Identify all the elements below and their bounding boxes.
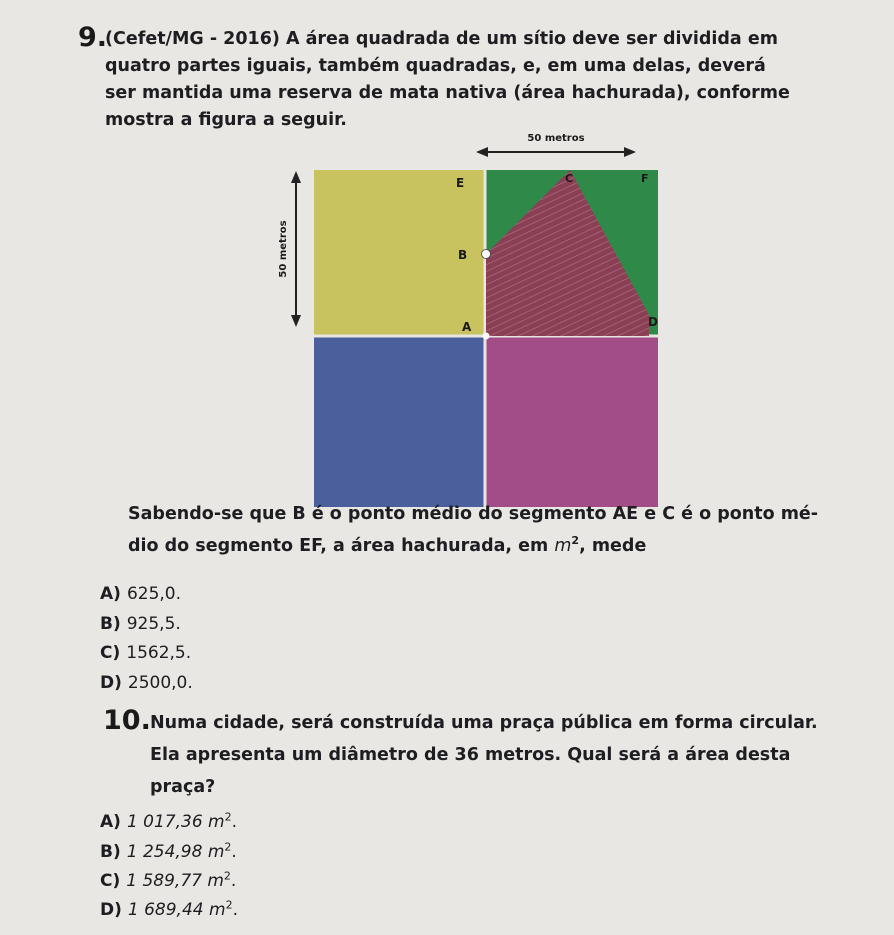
option-exponent: 2 bbox=[223, 869, 231, 883]
option-letter: D) bbox=[100, 900, 122, 920]
question-9-number: 9. bbox=[78, 22, 108, 53]
option-text: 1 254,98 bbox=[126, 842, 203, 862]
question-10-line-1: Numa cidade, será construída uma praça pública em forma circular. bbox=[150, 713, 818, 733]
option-end: . bbox=[231, 842, 237, 862]
question-10-line-3: praça? bbox=[150, 777, 216, 797]
option-text: 1 589,77 bbox=[126, 871, 202, 891]
option-letter: B) bbox=[100, 614, 121, 634]
option-text: 1562,5. bbox=[126, 643, 192, 663]
option-unit: m bbox=[207, 871, 224, 891]
question-10-option-b[interactable] bbox=[100, 842, 237, 862]
height-label: 50 metros bbox=[278, 220, 289, 278]
option-text: 1 689,44 bbox=[127, 900, 204, 920]
question-9-prompt-line-1: Sabendo-se que B é o ponto médio do segmento AE e C é o ponto mé- bbox=[128, 504, 819, 524]
quadrant-bottom-left bbox=[314, 337, 484, 507]
point-c-label: C bbox=[565, 172, 574, 185]
unit-exponent: 2 bbox=[571, 534, 580, 548]
point-a-marker bbox=[483, 333, 490, 340]
question-9-option-c[interactable] bbox=[100, 643, 191, 663]
unit-symbol: m bbox=[554, 536, 572, 556]
prompt-text: dio do segmento EF, a área hachurada, em bbox=[128, 536, 549, 556]
height-arrow-down-icon bbox=[291, 315, 301, 327]
option-text: 2500,0. bbox=[127, 673, 193, 693]
width-label: 50 metros bbox=[527, 133, 585, 144]
question-9-prompt-line-2 bbox=[128, 535, 646, 557]
question-9-line-4: mostra a figura a seguir. bbox=[105, 110, 347, 130]
question-9-line-1: (Cefet/MG - 2016) A área quadrada de um sítio deve ser dividida em bbox=[105, 29, 778, 49]
option-text: 625,0. bbox=[126, 584, 182, 604]
option-exponent: 2 bbox=[224, 840, 232, 854]
point-e-label: E bbox=[456, 176, 465, 190]
option-end: . bbox=[232, 900, 238, 920]
option-letter: A) bbox=[100, 812, 121, 832]
option-end: . bbox=[231, 812, 238, 832]
question-9-option-d[interactable] bbox=[100, 673, 193, 693]
point-b-marker bbox=[482, 250, 491, 259]
option-letter: C) bbox=[100, 871, 121, 891]
question-10-option-c[interactable] bbox=[100, 871, 236, 891]
option-exponent: 2 bbox=[224, 810, 232, 824]
option-unit: m bbox=[209, 900, 226, 920]
option-letter: C) bbox=[100, 643, 121, 663]
option-exponent: 2 bbox=[225, 898, 233, 912]
option-end: . bbox=[230, 871, 237, 891]
question-9-line-3: ser mantida uma reserva de mata nativa (área hachurada), conforme bbox=[105, 83, 790, 103]
option-text: 925,5. bbox=[126, 614, 181, 634]
point-d-label: D bbox=[648, 315, 658, 329]
point-b-label: B bbox=[458, 248, 468, 262]
square-plot-figure bbox=[260, 125, 660, 510]
question-10-option-d[interactable] bbox=[100, 900, 238, 920]
option-letter: A) bbox=[100, 584, 121, 604]
width-arrow-right-icon bbox=[624, 147, 636, 157]
option-letter: D) bbox=[100, 673, 122, 693]
question-10-option-a[interactable] bbox=[100, 812, 237, 832]
question-10-line-2: Ela apresenta um diâmetro de 36 metros. Qual será a área desta bbox=[150, 745, 791, 765]
question-10-number: 10. bbox=[103, 705, 151, 736]
option-unit: m bbox=[207, 842, 225, 862]
question-9-option-b[interactable] bbox=[100, 614, 181, 634]
option-text: 1 017,36 bbox=[126, 812, 203, 832]
option-letter: B) bbox=[100, 842, 121, 862]
height-arrow-up-icon bbox=[291, 171, 301, 183]
quadrant-bottom-right bbox=[486, 337, 658, 507]
prompt-text-end: , mede bbox=[579, 536, 647, 556]
width-arrow-left-icon bbox=[476, 147, 488, 157]
option-unit: m bbox=[208, 812, 225, 832]
question-9-option-a[interactable] bbox=[100, 584, 181, 604]
question-9-line-2: quatro partes iguais, também quadradas, e, em uma delas, deverá bbox=[105, 56, 766, 76]
point-f-label: F bbox=[641, 172, 649, 185]
point-a-label: A bbox=[462, 320, 472, 334]
